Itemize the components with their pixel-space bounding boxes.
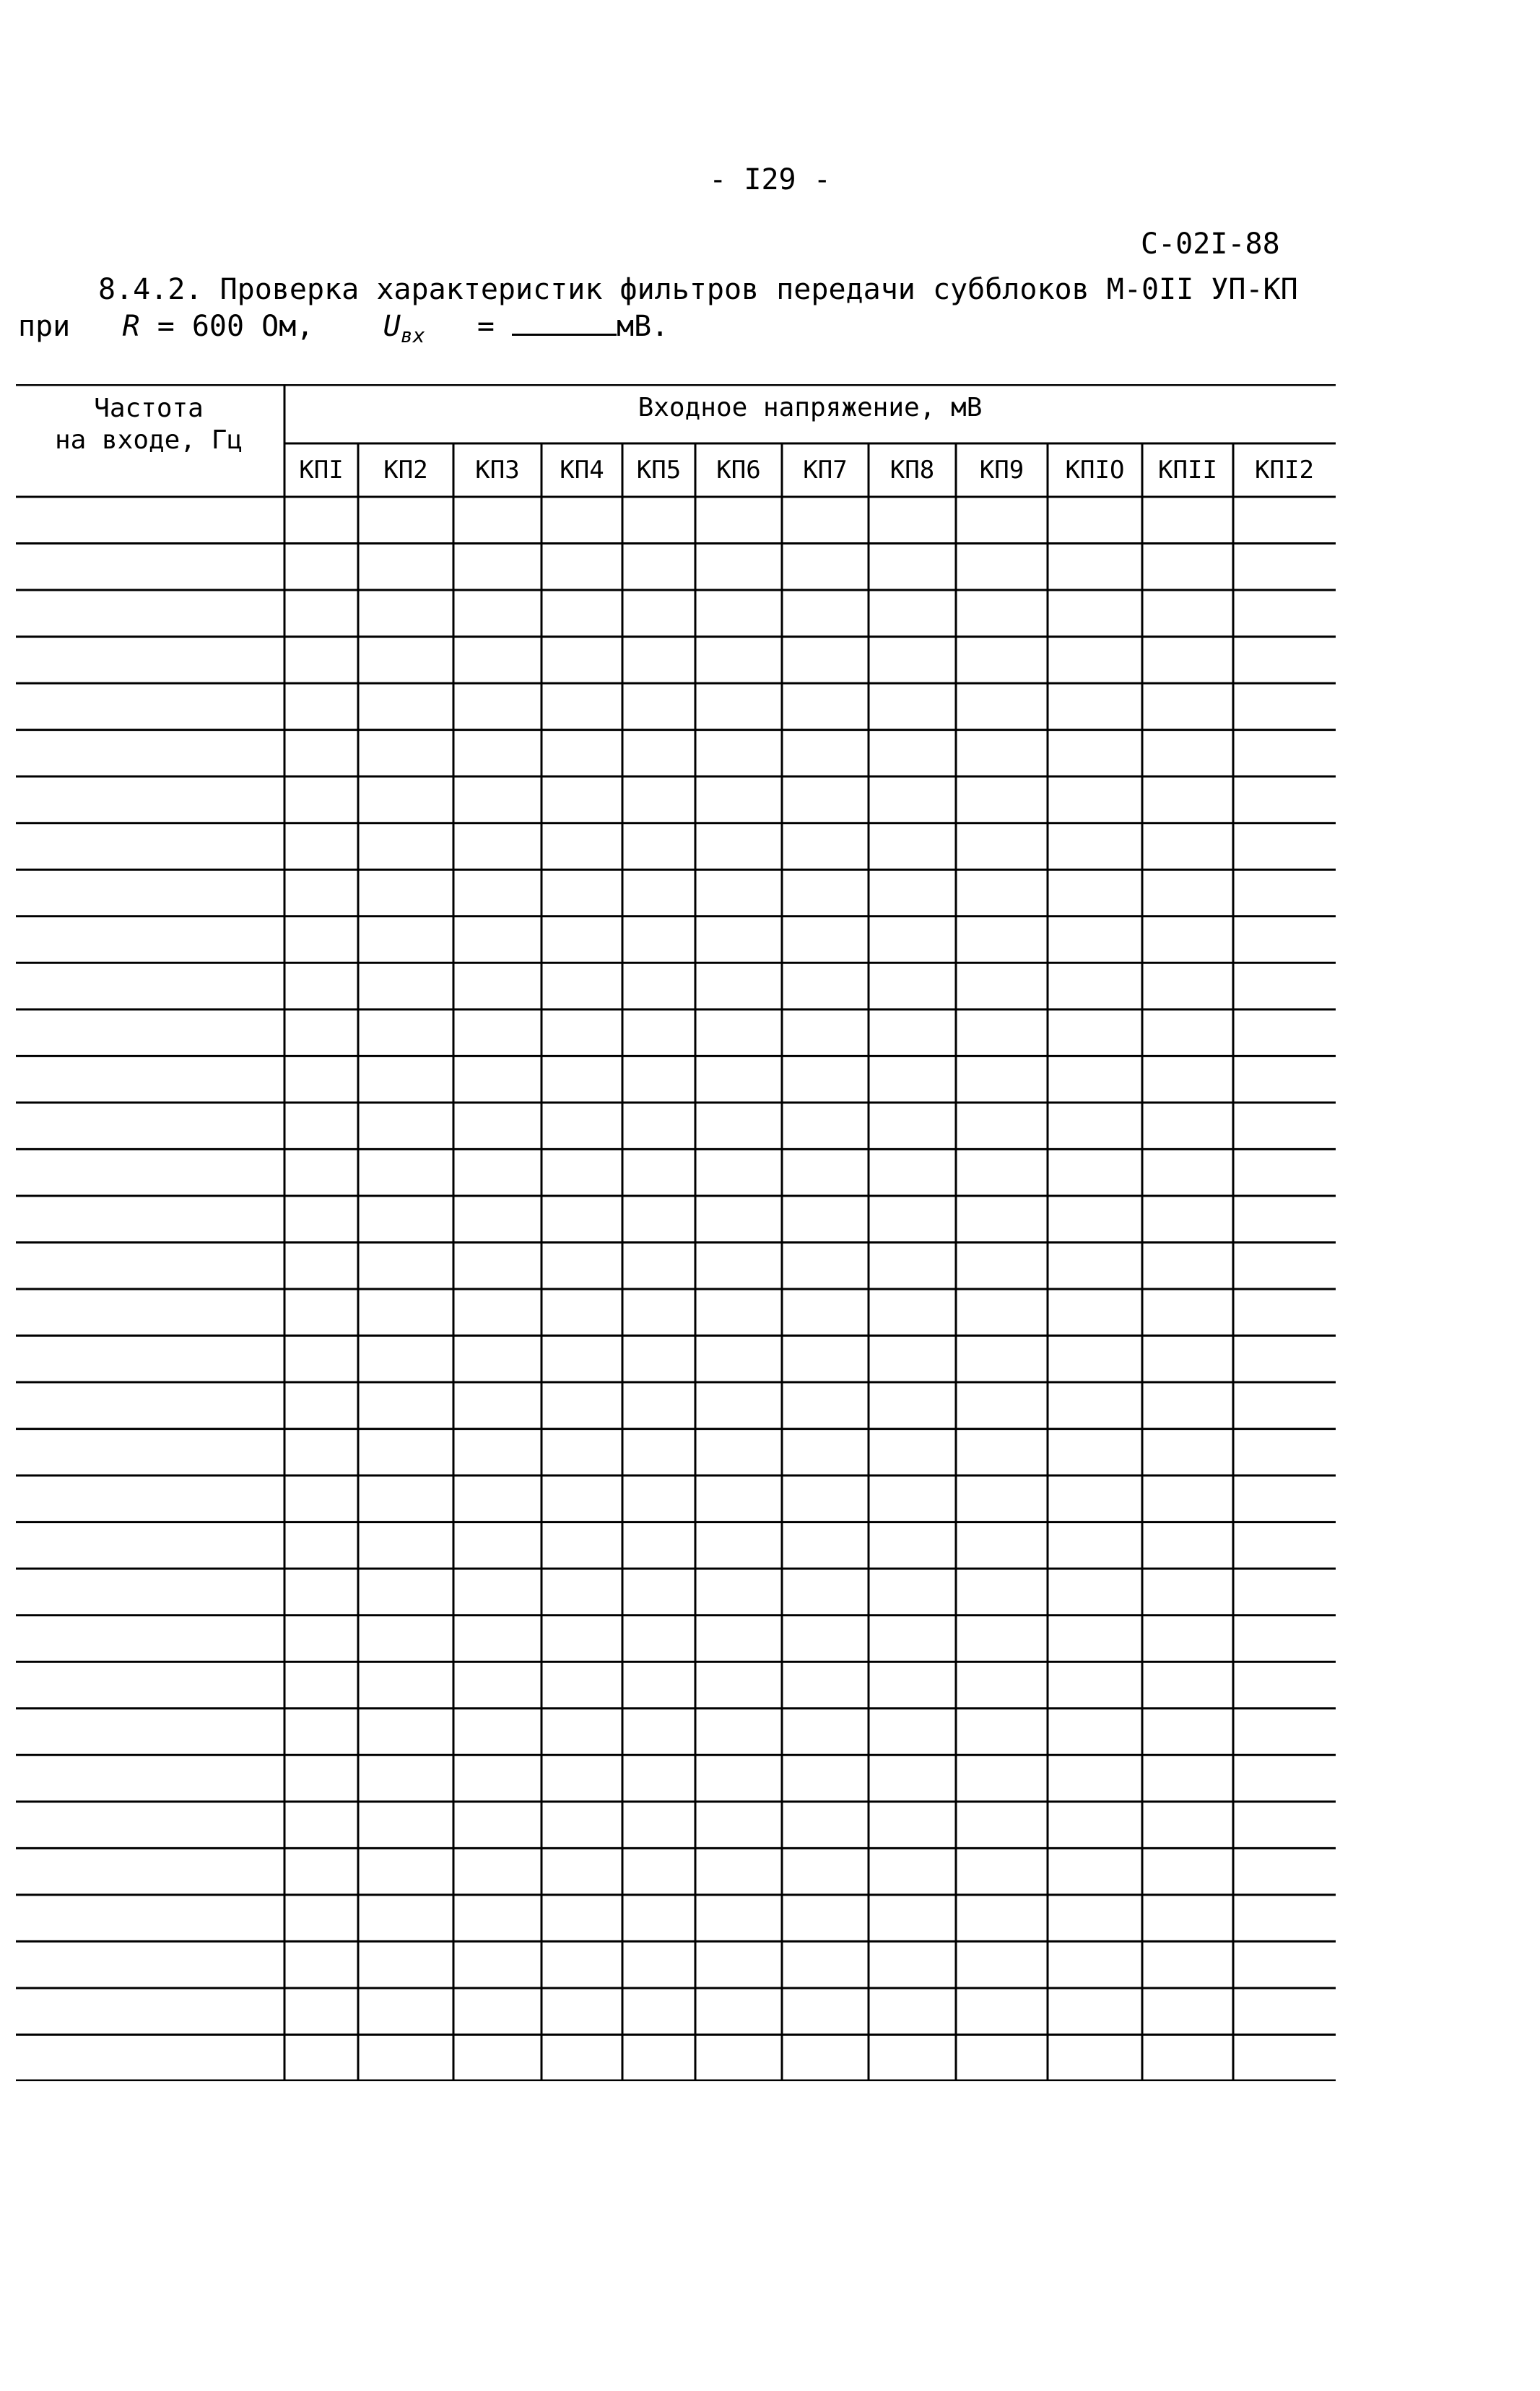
column-header-11: КПII bbox=[1158, 456, 1217, 485]
section-title: Проверка характеристик фильтров передачи субблоков М-0II УП-КП bbox=[219, 273, 1298, 306]
voltage-symbol: $U_{вх}$ bbox=[383, 310, 425, 347]
voltage-equals: = bbox=[477, 310, 495, 343]
frequency-header bbox=[16, 393, 282, 456]
frequency-header-line2: на входе, Гц bbox=[54, 425, 243, 455]
voltage-header: Входное напряжение, мВ bbox=[638, 393, 983, 422]
column-header-12: КПI2 bbox=[1255, 456, 1314, 485]
section-heading bbox=[98, 273, 1298, 306]
table-grid bbox=[16, 384, 1336, 2081]
measurement-conditions bbox=[18, 309, 669, 347]
resistance-symbol: R bbox=[122, 310, 140, 343]
column-header-10: КПIО bbox=[1065, 456, 1125, 485]
condition-prefix: при bbox=[18, 310, 71, 343]
voltage-blank-field[interactable] bbox=[512, 309, 617, 336]
column-header-8: КП8 bbox=[889, 456, 935, 485]
page-number: - I29 - bbox=[709, 163, 831, 196]
frequency-header-line1: Частота bbox=[94, 394, 204, 423]
voltage-unit: мВ. bbox=[617, 310, 669, 343]
results-table bbox=[16, 384, 1336, 2081]
column-header-4: КП4 bbox=[560, 456, 604, 485]
column-header-2: КП2 bbox=[383, 456, 428, 485]
column-header-3: КПЗ bbox=[475, 456, 520, 485]
column-header-7: КП7 bbox=[803, 456, 848, 485]
resistance-value: = 600 Ом, bbox=[157, 310, 314, 343]
column-header-1: КПI bbox=[299, 456, 344, 485]
column-header-5: КП5 bbox=[636, 456, 682, 485]
section-number: 8.4.2. bbox=[98, 273, 203, 306]
column-header-6: КП6 bbox=[716, 456, 761, 485]
document-code: С-02I-88 bbox=[1141, 227, 1280, 261]
column-header-9: КП9 bbox=[979, 456, 1025, 485]
